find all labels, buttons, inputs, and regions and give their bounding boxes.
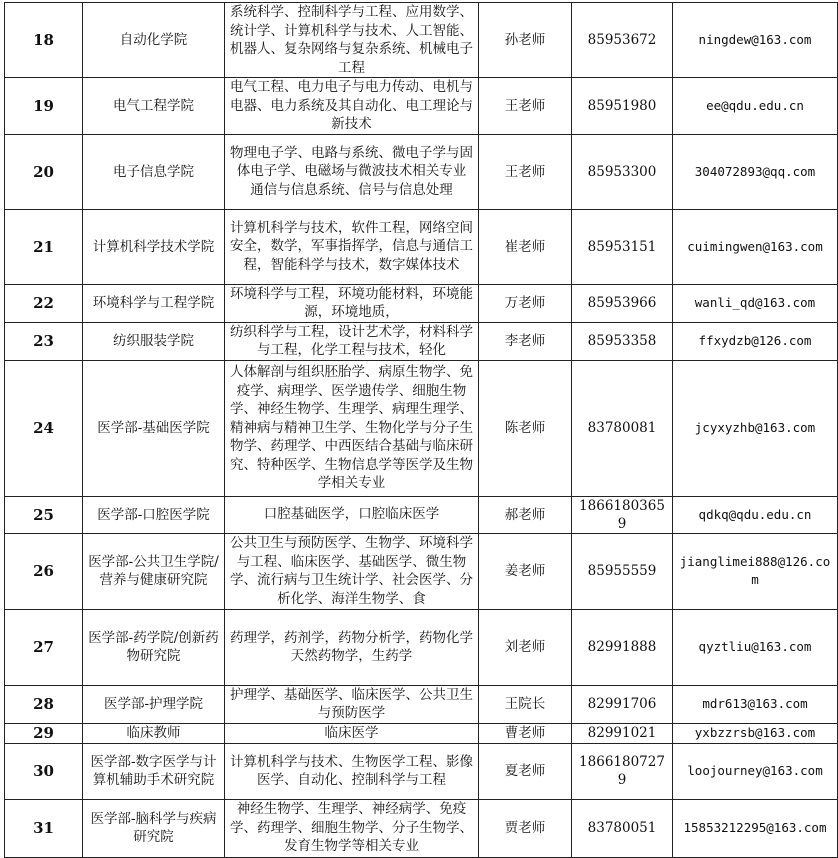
email-address: jianglimei888@126.com (673, 533, 838, 609)
majors-cell (225, 78, 479, 135)
row-number: 27 (5, 609, 83, 685)
table-row (5, 799, 838, 857)
majors-cell (225, 743, 479, 799)
email-address: qyztliu@163.com (673, 609, 838, 685)
phone-number: 85953672 (572, 3, 673, 78)
table-row (5, 723, 838, 743)
phone-number: 85953151 (572, 209, 673, 284)
email-address: 15853212295@163.com (673, 799, 838, 857)
majors-text: 公共卫生与预防医学、生物学、环境科学与工程、临床医学、基础医学、微生物学、流行病与卫生统计学、社会医学、分析化学、海洋生物学、食 (230, 535, 473, 607)
table-row (5, 685, 838, 723)
college-name: 医学部-口腔医学院 (83, 496, 225, 533)
table-body (5, 3, 838, 858)
contact-person: 李老师 (479, 322, 572, 360)
recruitment-table (4, 2, 838, 858)
college-name: 医学部-脑科学与疾病研究院 (83, 799, 225, 857)
phone-number: 85953358 (572, 322, 673, 360)
email-address: ffxydzb@126.com (673, 322, 838, 360)
college-name: 电气工程学院 (83, 78, 225, 135)
phone-number: 83780051 (572, 799, 673, 857)
majors-text: 天然药物学，生药学 (290, 648, 413, 664)
row-number: 19 (5, 78, 83, 135)
table-row (5, 78, 838, 135)
majors-text: 人体解剖与组织胚胎学、病原生物学、免疫学、病理学、医学遗传学、细胞生物学、神经生物学、生理学、病理生理学、精神病与精神卫生学、生物化学与分子生物学、药理学、中西医结合基础与临床研究、特种医学、生物信息学等医学及生物学相关专业 (230, 364, 473, 492)
email-address: jcyxyzhb@163.com (673, 360, 838, 496)
contact-person: 王院长 (479, 685, 572, 723)
majors-text: 护理学、基础医学、临床医学、公共卫生与预防医学 (230, 686, 473, 721)
row-number: 22 (5, 284, 83, 322)
majors-cell (225, 322, 479, 360)
phone-number: 82991021 (572, 723, 673, 743)
email-address: qdkq@qdu.edu.cn (673, 496, 838, 533)
majors-text: 环境科学与工程，环境功能材料，环境能源，环境地质， (230, 285, 473, 320)
row-number: 23 (5, 322, 83, 360)
row-number: 24 (5, 360, 83, 496)
contact-person: 曹老师 (479, 723, 572, 743)
majors-cell (225, 284, 479, 322)
college-name: 医学部-基础医学院 (83, 360, 225, 496)
email-address: ningdew@163.com (673, 3, 838, 78)
majors-cell (225, 496, 479, 533)
email-address: cuimingwen@163.com (673, 209, 838, 284)
table-row (5, 360, 838, 496)
table-row (5, 134, 838, 209)
row-number: 31 (5, 799, 83, 857)
row-number: 20 (5, 134, 83, 209)
college-name: 计算机科学技术学院 (83, 209, 225, 284)
college-name: 自动化学院 (83, 3, 225, 78)
table-row (5, 322, 838, 360)
email-address: yxbzzrsb@163.com (673, 723, 838, 743)
table-row (5, 533, 838, 609)
majors-cell (225, 685, 479, 723)
table-row (5, 3, 838, 78)
majors-cell (225, 209, 479, 284)
table-row (5, 609, 838, 685)
contact-person: 王老师 (479, 78, 572, 135)
row-number: 26 (5, 533, 83, 609)
row-number: 21 (5, 209, 83, 284)
majors-text: 系统科学、控制科学与工程、应用数学、统计学、计算机科学与技术、人工智能、机器人、复杂网络与复杂系统、机械电子工程 (230, 4, 473, 76)
contact-person: 刘老师 (479, 609, 572, 685)
majors-cell (225, 3, 479, 78)
phone-number: 82991706 (572, 685, 673, 723)
majors-cell (225, 799, 479, 857)
row-number: 28 (5, 685, 83, 723)
row-number: 25 (5, 496, 83, 533)
college-name: 医学部-药学院/创新药物研究院 (83, 609, 225, 685)
majors-text: 通信与信息系统、信号与信息处理 (250, 181, 453, 198)
college-name: 临床教师 (83, 723, 225, 743)
majors-text: 计算机科学与技术，软件工程，网络空间安全，数学，军事指挥学，信息与通信工程，智能科学与技术，数字媒体技术 (230, 219, 473, 273)
phone-number: 85953300 (572, 134, 673, 209)
majors-cell (225, 609, 479, 685)
phone-number: 85951980 (572, 78, 673, 135)
majors-text: 神经生物学、生理学、神经病学、免疫学、药理学、细胞生物学、分子生物学、发育生物学等相关专业 (230, 801, 473, 855)
phone-number: 18661803659 (572, 496, 673, 533)
contact-person: 姜老师 (479, 533, 572, 609)
table-row (5, 496, 838, 533)
majors-text: 临床医学 (324, 724, 379, 741)
majors-cell (225, 723, 479, 743)
college-name: 医学部-数字医学与计算机辅助手术研究院 (83, 743, 225, 799)
contact-person: 万老师 (479, 284, 572, 322)
contact-person: 崔老师 (479, 209, 572, 284)
table-row (5, 284, 838, 322)
majors-cell (225, 533, 479, 609)
contact-person: 郝老师 (479, 496, 572, 533)
email-address: 304072893@qq.com (673, 134, 838, 209)
college-name: 环境科学与工程学院 (83, 284, 225, 322)
majors-cell (225, 360, 479, 496)
contact-person: 王老师 (479, 134, 572, 209)
majors-text: 口腔基础医学，口腔临床医学 (263, 506, 440, 523)
table-row (5, 209, 838, 284)
majors-text: 电气工程、电力电子与电力传动、电机与电器、电力系统及其自动化、电工理论与新技术 (230, 79, 473, 132)
phone-number: 85953966 (572, 284, 673, 322)
phone-number: 83780081 (572, 360, 673, 496)
email-address: ee@qdu.edu.cn (673, 78, 838, 135)
phone-number: 18661807279 (572, 743, 673, 799)
phone-number: 82991888 (572, 609, 673, 685)
contact-person: 陈老师 (479, 360, 572, 496)
phone-number: 85955559 (572, 533, 673, 609)
majors-cell (225, 134, 479, 209)
row-number: 30 (5, 743, 83, 799)
contact-person: 夏老师 (479, 743, 572, 799)
email-address: mdr613@163.com (673, 685, 838, 723)
majors-text: 纺织科学与工程，设计艺术学，材料科学与工程，化学工程与技术，轻化 (230, 323, 473, 358)
majors-text: 物理电子学、电路与系统、微电子学与固体电子学、电磁场与微波技术相关专业 (230, 144, 473, 180)
row-number: 29 (5, 723, 83, 743)
college-name: 电子信息学院 (83, 134, 225, 209)
email-address: loojourney@163.com (673, 743, 838, 799)
college-name: 纺织服装学院 (83, 322, 225, 360)
contact-person: 贾老师 (479, 799, 572, 857)
email-address: wanli_qd@163.com (673, 284, 838, 322)
contact-person: 孙老师 (479, 3, 572, 78)
college-name: 医学部-护理学院 (83, 685, 225, 723)
majors-text: 计算机科学与技术、生物医学工程、影像医学、自动化、控制科学与工程 (230, 753, 473, 788)
table-row (5, 743, 838, 799)
row-number: 18 (5, 3, 83, 78)
college-name: 医学部-公共卫生学院/营养与健康研究院 (83, 533, 225, 609)
majors-text: 药理学，药剂学，药物分析学，药物化学 (230, 629, 473, 646)
